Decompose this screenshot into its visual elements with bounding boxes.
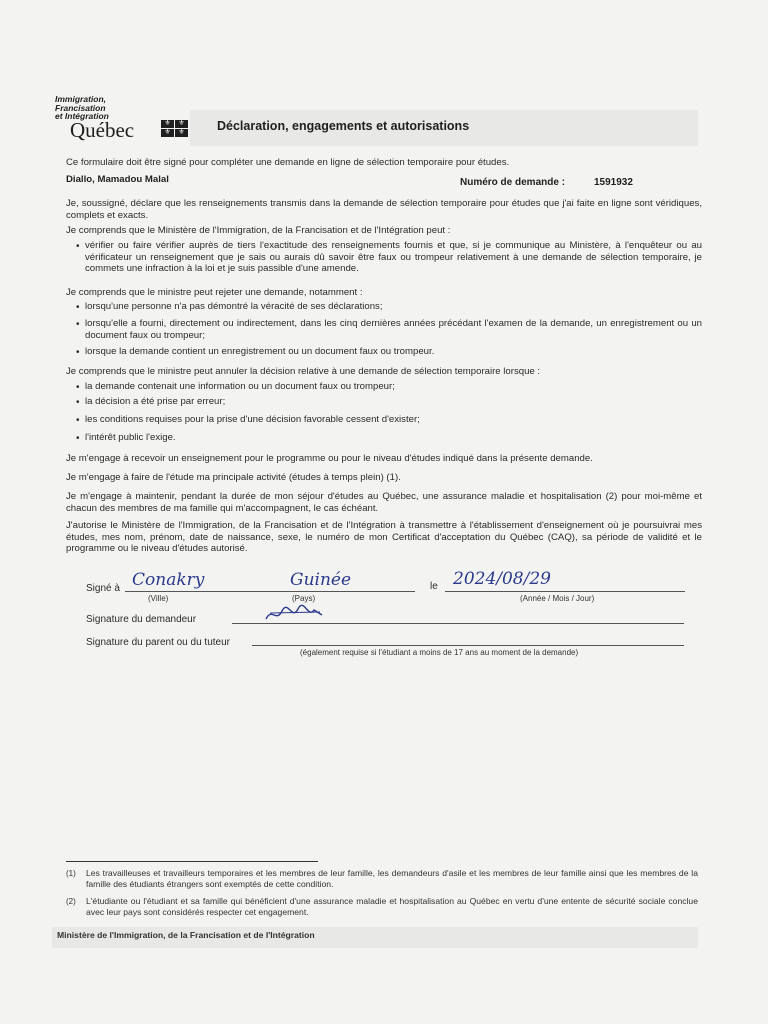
applicant-signature-image bbox=[262, 601, 332, 627]
footnote-number: (1) bbox=[66, 869, 76, 878]
bullet: • bbox=[76, 302, 80, 313]
applicant-name: Diallo, Mamadou Malal bbox=[66, 174, 169, 185]
cancel-item: la décision a été prise par erreur; bbox=[85, 396, 226, 407]
parent-signature-label: Signature du parent ou du tuteur bbox=[86, 637, 230, 648]
intro-text: Ce formulaire doit être signé pour compléter une demande en ligne de sélection temporaire pour études. bbox=[66, 157, 510, 168]
engagement-insurance: Je m'engage à maintenir, pendant la durée de mon séjour d'études au Québec, une assurance maladie et hospitalisation (2) pour moi-même et chacun des membres de ma famille qui m'accompagnent, le cas échéant. bbox=[66, 491, 702, 514]
bullet: • bbox=[76, 433, 80, 444]
city-label: (Ville) bbox=[148, 594, 169, 603]
bullet: • bbox=[76, 319, 80, 330]
quebec-wordmark: Québec bbox=[70, 118, 135, 142]
bullet: • bbox=[76, 415, 80, 426]
date-format-label: (Année / Mois / Jour) bbox=[520, 594, 595, 603]
request-number-label: Numéro de demande : bbox=[460, 177, 566, 188]
date-handwritten: 2024/08/29 bbox=[453, 569, 551, 589]
quebec-flag-icon: ⚜ ⚜ ⚜ ⚜ bbox=[161, 120, 188, 137]
org-line-2: Francisation bbox=[55, 102, 106, 113]
applicant-signature-label: Signature du demandeur bbox=[86, 614, 197, 625]
declaration-text: Je, soussigné, déclare que les renseignements transmis dans la demande de sélection temporaire pour études que j'ai faite en ligne sont véridiques, complets et exacts. bbox=[66, 198, 702, 221]
verify-intro: Je comprends que le Ministère de l'Immigration, de la Francisation et de l'Intégration peut : bbox=[66, 225, 451, 236]
ministry-logo-text bbox=[55, 95, 135, 121]
date-line bbox=[445, 591, 685, 592]
authorization-text: J'autorise le Ministère de l'Immigration, de la Francisation et de l'Intégration à transmettre à l'établissement d'enseignement où je poursuivrai mes études, mes nom, prénom, date de naissance, sexe, le numéro de mon Certificat d'acceptation du Québec (CAQ), sa période de validité et le programme ou le niveau d'études autorisé. bbox=[66, 520, 702, 554]
bullet: • bbox=[76, 382, 80, 393]
parent-signature-note: (également requise si l'étudiant a moins de 17 ans au moment de la demande) bbox=[300, 648, 579, 657]
org-line-1: Immigration, bbox=[55, 94, 107, 104]
place-line bbox=[125, 591, 415, 592]
cancel-item: les conditions requises pour la prise d'une décision favorable cessent d'exister; bbox=[85, 414, 420, 425]
bullet: • bbox=[76, 241, 80, 252]
footnote-text: L'étudiante ou l'étudiant et sa famille qui bénéficient d'une assurance maladie et hospitalisation au Québec en vertu d'une entente de sécurité sociale conclue avec leur pays sont considérés respecter cet engagement. bbox=[86, 896, 698, 917]
page-title: Déclaration, engagements et autorisations bbox=[217, 119, 470, 133]
cancel-item: la demande contenait une information ou un document faux ou trompeur; bbox=[85, 381, 395, 392]
country-handwritten: Guinée bbox=[290, 570, 352, 590]
request-number: 1591932 bbox=[594, 177, 633, 188]
parent-signature-line bbox=[252, 645, 684, 646]
country-label: (Pays) bbox=[292, 594, 316, 603]
date-le-label: le bbox=[430, 581, 438, 592]
reject-item: lorsque la demande contient un enregistrement ou un document faux ou trompeur. bbox=[85, 346, 435, 357]
bullet: • bbox=[76, 397, 80, 408]
cancel-item: l'intérêt public l'exige. bbox=[85, 432, 176, 443]
footnote-text: Les travailleuses et travailleurs temporaires et les membres de leur famille, les demandeurs d'asile et les membres de leur famille ainsi que les membres de la famille des étudiants étrangers sont exemptés de cette condition. bbox=[86, 868, 698, 889]
reject-intro: Je comprends que le ministre peut rejeter une demande, notamment : bbox=[66, 287, 363, 298]
reject-item: lorsqu'une personne n'a pas démontré la véracité de ses déclarations; bbox=[85, 301, 383, 312]
footnote-divider bbox=[66, 861, 318, 862]
reject-item: lorsqu'elle a fourni, directement ou indirectement, dans les cinq dernières années précédant l'examen de la demande, un enregistrement ou un document faux ou trompeur; bbox=[85, 318, 702, 341]
engagement-full-time: Je m'engage à faire de l'étude ma principale activité (études à temps plein) (1). bbox=[66, 472, 401, 483]
engagement-program: Je m'engage à recevoir un enseignement pour le programme ou pour le niveau d'études indiqué dans la présente demande. bbox=[66, 453, 593, 464]
footer-ministry: Ministère de l'Immigration, de la Francisation et de l'Intégration bbox=[57, 930, 315, 940]
cancel-intro: Je comprends que le ministre peut annuler la décision relative à une demande de sélection temporaire lorsque : bbox=[66, 366, 541, 377]
city-handwritten: Conakry bbox=[132, 570, 205, 590]
org-line-3: et Intégration bbox=[55, 111, 109, 121]
bullet: • bbox=[76, 347, 80, 358]
signed-at-label: Signé à bbox=[86, 583, 120, 594]
verify-item: vérifier ou faire vérifier auprès de tiers l'exactitude des renseignements fournis et que, si je communique au Ministère, à l'enquêteur ou au vérificateur un renseignement que je sais ou aurais dû savoir être faux ou trompeur relativement à une demande de sélection temporaire, je commets une infraction à la loi et je suis passible d'une amende. bbox=[85, 240, 702, 274]
footnote-number: (2) bbox=[66, 897, 76, 906]
